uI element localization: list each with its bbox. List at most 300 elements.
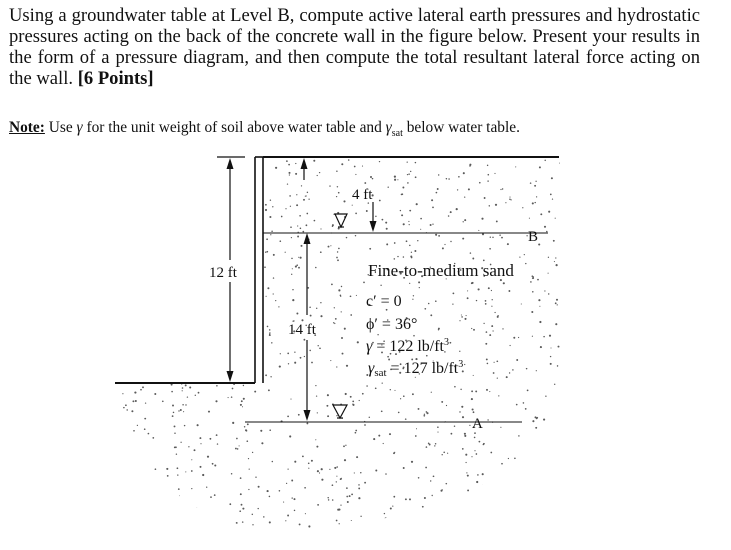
soil-dot: [307, 287, 309, 289]
soil-dot: [287, 183, 288, 184]
soil-dot: [252, 524, 253, 525]
soil-dot: [424, 414, 425, 415]
soil-dot: [176, 453, 177, 454]
soil-dot: [166, 468, 168, 470]
soil-dot: [216, 385, 218, 387]
soil-dot: [538, 243, 540, 245]
soil-dot: [287, 468, 288, 469]
soil-dot: [275, 300, 276, 301]
soil-dot: [268, 389, 270, 391]
soil-dot: [468, 188, 470, 190]
soil-dot: [139, 513, 141, 515]
soil-dot: [269, 429, 271, 431]
soil-dot: [539, 306, 540, 307]
soil-dot: [297, 236, 299, 238]
soil-dot: [540, 213, 542, 215]
soil-dot: [304, 487, 306, 489]
soil-dot: [408, 523, 410, 525]
soil-dot: [479, 495, 481, 497]
soil-dot: [303, 339, 305, 341]
cohesion-label: c′ = 0: [366, 293, 402, 310]
soil-dot: [269, 496, 271, 498]
soil-dot: [263, 516, 265, 518]
soil-dot: [539, 321, 541, 323]
soil-dot: [139, 456, 140, 457]
soil-dot: [133, 519, 134, 520]
soil-dot: [527, 390, 529, 392]
soil-dot: [336, 366, 337, 367]
soil-dot: [454, 425, 455, 426]
soil-dot: [269, 332, 271, 334]
unit-weight-label: γ = 122 $lb/ft^3$: [366, 337, 449, 355]
soil-dot: [385, 517, 387, 519]
soil-dot: [289, 174, 290, 175]
soil-dot: [285, 520, 286, 521]
soil-dot: [485, 303, 487, 305]
soil-dot: [426, 412, 428, 414]
soil-dot: [179, 509, 181, 511]
soil-dot: [337, 251, 338, 252]
soil-dot: [446, 405, 447, 406]
soil-dot: [212, 463, 214, 465]
soil-dot: [135, 450, 137, 452]
soil-dot: [273, 293, 274, 294]
soil-dot: [308, 525, 310, 527]
soil-dot: [355, 174, 356, 175]
soil-dot: [431, 392, 432, 393]
soil-dot: [500, 427, 501, 428]
soil-dot: [458, 176, 460, 178]
soil-dot: [291, 274, 292, 275]
soil-dot: [338, 248, 340, 250]
soil-dot: [426, 446, 428, 448]
soil-dot: [558, 346, 560, 348]
soil-dot: [471, 282, 473, 284]
soil-dot: [488, 287, 490, 289]
soil-dot: [217, 443, 218, 444]
soil-dot: [412, 393, 414, 395]
soil-dot: [331, 284, 333, 286]
soil-dot: [281, 216, 283, 218]
soil-dot: [448, 215, 450, 217]
soil-dot: [411, 257, 413, 259]
soil-dot: [491, 306, 492, 307]
soil-dot: [291, 258, 293, 260]
soil-dot: [464, 435, 466, 437]
soil-dot: [426, 355, 428, 357]
soil-dot: [382, 382, 383, 383]
soil-dot: [366, 385, 368, 387]
soil-dot: [340, 504, 341, 505]
soil-dot: [486, 331, 488, 333]
soil-dot: [521, 303, 522, 304]
soil-dot: [239, 445, 240, 446]
soil-dot: [278, 306, 279, 307]
soil-dot: [216, 434, 218, 436]
soil-dot: [518, 337, 519, 338]
soil-dot: [182, 404, 184, 406]
soil-dot: [553, 240, 555, 242]
soil-dot: [321, 468, 323, 470]
soil-dot: [314, 220, 316, 222]
soil-dot: [510, 491, 512, 493]
soil-dot: [430, 480, 431, 481]
soil-dot: [177, 474, 178, 475]
soil-dot: [513, 337, 515, 339]
soil-dot: [231, 473, 233, 475]
soil-dot: [290, 226, 292, 228]
soil-dot: [319, 472, 320, 473]
soil-dot: [462, 416, 464, 418]
soil-dot: [489, 248, 491, 250]
soil-dot: [185, 384, 187, 386]
soil-dot: [559, 415, 561, 417]
soil-dot: [367, 525, 369, 527]
soil-dot: [305, 513, 306, 514]
soil-dot: [394, 390, 395, 391]
soil-dot: [137, 425, 138, 426]
soil-dot: [307, 192, 308, 193]
soil-dot: [131, 410, 133, 412]
soil-dot: [532, 501, 534, 503]
water-table-symbol-a: [333, 405, 347, 418]
soil-dot: [139, 454, 141, 456]
soil-dot: [242, 406, 243, 407]
soil-dot: [316, 308, 317, 309]
soil-dot: [180, 516, 181, 517]
soil-dot: [184, 425, 185, 426]
soil-dot: [409, 224, 410, 225]
water-table-symbol-b: [335, 214, 347, 227]
soil-dot: [129, 464, 130, 465]
soil-dot: [296, 264, 298, 266]
soil-dot: [364, 482, 366, 484]
soil-dot: [471, 398, 473, 400]
soil-dot: [357, 341, 359, 343]
soil-dot: [500, 189, 501, 190]
soil-dot: [438, 329, 439, 330]
soil-dot: [452, 303, 453, 304]
soil-dot: [287, 515, 289, 517]
soil-dot: [407, 174, 408, 175]
soil-dot: [394, 176, 396, 178]
note-part-3: below water table.: [402, 119, 520, 136]
soil-dot: [428, 303, 430, 305]
soil-dot: [350, 295, 352, 297]
soil-dot: [475, 390, 477, 392]
soil-dot: [336, 466, 338, 468]
soil-dot: [174, 433, 175, 434]
soil-dot: [258, 486, 260, 488]
soil-dot: [424, 308, 426, 310]
gamma-symbol: γ: [76, 119, 83, 136]
soil-dot: [482, 473, 484, 475]
soil-dot: [185, 471, 186, 472]
soil-dot: [189, 386, 191, 388]
soil-dot: [177, 467, 179, 469]
soil-dot: [125, 434, 127, 436]
soil-dot: [243, 385, 244, 386]
soil-dot: [200, 443, 201, 444]
soil-dot: [526, 478, 528, 480]
soil-dot: [289, 435, 291, 437]
soil-dot: [311, 362, 313, 364]
soil-dot: [516, 359, 518, 361]
soil-dot: [491, 325, 493, 327]
soil-dot: [249, 469, 250, 470]
soil-dot: [467, 475, 469, 477]
soil-dot: [242, 508, 244, 510]
soil-dot: [486, 389, 488, 391]
soil-dot: [520, 518, 522, 520]
soil-dot: [437, 432, 438, 433]
soil-dot: [503, 282, 505, 284]
soil-dot: [148, 433, 150, 435]
soil-dot: [474, 450, 475, 451]
soil-dot: [382, 219, 384, 221]
soil-dot: [490, 452, 492, 454]
soil-dot: [180, 442, 181, 443]
soil-dot: [341, 529, 342, 530]
soil-dot: [452, 292, 454, 294]
soil-dot: [466, 315, 467, 316]
soil-dot: [330, 245, 331, 246]
soil-dot: [489, 205, 490, 206]
soil-dot: [547, 447, 548, 448]
soil-dot: [288, 164, 290, 166]
soil-dot: [338, 509, 340, 511]
soil-dot: [232, 388, 234, 390]
soil-dot: [492, 299, 493, 300]
soil-dot: [198, 512, 200, 514]
soil-dot: [411, 461, 413, 463]
soil-dot: [539, 514, 541, 516]
soil-dot: [295, 266, 297, 268]
soil-dot: [304, 356, 305, 357]
soil-dot: [336, 481, 337, 482]
soil-dot: [328, 499, 330, 501]
soil-dot: [481, 218, 483, 220]
soil-dot: [175, 446, 177, 448]
soil-dot: [332, 484, 334, 486]
soil-dot: [492, 330, 493, 331]
soil-dot: [415, 435, 417, 437]
soil-dot: [336, 520, 338, 522]
soil-dot: [418, 281, 420, 283]
soil-dot: [154, 477, 155, 478]
soil-dot: [515, 166, 516, 167]
soil-dot: [548, 464, 549, 465]
soil-dot: [461, 316, 463, 318]
soil-dot: [401, 214, 403, 216]
label-12ft: 12 ft: [209, 265, 237, 281]
soil-dot: [127, 432, 128, 433]
soil-dot: [272, 461, 274, 463]
soil-dot: [269, 216, 271, 218]
soil-dot: [532, 420, 534, 422]
soil-dot: [271, 342, 272, 343]
soil-dot: [321, 479, 323, 481]
soil-dot: [499, 234, 501, 236]
soil-dot: [343, 445, 345, 447]
soil-dot: [548, 293, 549, 294]
soil-dot: [243, 398, 245, 400]
soil-dot: [169, 510, 171, 512]
soil-dot: [336, 257, 338, 259]
soil-dot: [536, 418, 537, 419]
soil-dot: [524, 254, 525, 255]
soil-dot: [431, 199, 433, 201]
soil-dot: [247, 423, 249, 425]
soil-dot: [559, 163, 560, 164]
soil-dot: [417, 240, 418, 241]
soil-dot: [512, 369, 514, 371]
soil-dot: [329, 469, 330, 470]
soil-dot: [469, 165, 471, 167]
soil-dot: [182, 390, 183, 391]
soil-dot: [457, 189, 458, 190]
soil-dot: [300, 257, 302, 259]
soil-dot: [526, 368, 528, 370]
saturated-unit-weight-label: γsat = 127 $lb/ft^3$: [368, 359, 464, 379]
soil-dot: [191, 470, 193, 472]
soil-dot: [355, 430, 357, 432]
soil-dot: [350, 314, 352, 316]
soil-dot: [191, 488, 192, 489]
soil-dot: [142, 461, 144, 463]
soil-dot: [348, 159, 350, 161]
soil-dot: [439, 506, 440, 507]
soil-dot: [335, 318, 337, 320]
soil-dot: [202, 474, 204, 476]
soil-dot: [340, 478, 342, 480]
soil-dot: [484, 197, 486, 199]
soil-dot: [435, 443, 437, 445]
soil-dot: [294, 510, 296, 512]
soil-dot: [409, 498, 411, 500]
soil-dot: [341, 163, 343, 165]
soil-dot: [214, 494, 216, 496]
soil-dot: [476, 481, 478, 483]
soil-dot: [144, 428, 146, 430]
soil-dot: [539, 166, 541, 168]
soil-dot: [540, 346, 542, 348]
soil-dot: [432, 495, 433, 496]
soil-dot: [310, 315, 312, 317]
soil-dot: [140, 524, 141, 525]
soil-dot: [479, 441, 481, 443]
soil-dot: [429, 444, 431, 446]
soil-dot: [354, 472, 355, 473]
soil-dot: [291, 480, 293, 482]
soil-dot: [430, 224, 432, 226]
soil-dot: [463, 172, 465, 174]
note-part-1: Use: [44, 119, 77, 136]
soil-dot: [390, 507, 392, 509]
soil-dot: [485, 300, 487, 302]
soil-dot: [343, 200, 345, 202]
soil-dot: [454, 386, 456, 388]
soil-dot: [556, 387, 558, 389]
soil-dot: [438, 235, 440, 237]
soil-dot: [373, 438, 375, 440]
soil-dot: [294, 362, 296, 364]
soil-dot: [525, 263, 526, 264]
soil-dot: [297, 225, 298, 226]
soil-dot: [437, 426, 439, 428]
soil-dot: [132, 400, 134, 402]
soil-dot: [522, 207, 523, 208]
soil-dot: [509, 345, 510, 346]
soil-dot: [485, 343, 487, 345]
soil-dot: [379, 161, 380, 162]
soil-dot: [412, 299, 413, 300]
soil-dot: [489, 334, 491, 336]
label-14ft: 14 ft: [288, 322, 316, 338]
soil-dot: [455, 501, 457, 503]
soil-dot: [294, 352, 295, 353]
soil-dot: [120, 512, 122, 514]
soil-dot: [319, 172, 320, 173]
soil-dot: [474, 437, 476, 439]
soil-dot: [380, 285, 381, 286]
soil-dot: [122, 393, 123, 394]
soil-dot: [179, 495, 180, 496]
soil-dot: [405, 498, 407, 500]
soil-dot: [360, 472, 361, 473]
soil-dot: [287, 353, 289, 355]
label-4ft: 4 ft: [352, 187, 373, 203]
soil-dot: [285, 252, 286, 253]
soil-dot: [163, 518, 165, 520]
soil-dot: [236, 438, 238, 440]
soil-dot: [252, 452, 253, 453]
soil-dot: [320, 228, 321, 229]
soil-dot: [386, 243, 388, 245]
soil-dot: [240, 493, 242, 495]
soil-dot: [239, 510, 241, 512]
soil-dot: [265, 209, 267, 211]
soil-dot: [518, 435, 520, 437]
soil-dot: [125, 404, 127, 406]
soil-dot: [355, 213, 357, 215]
soil-dot: [286, 483, 287, 484]
soil-dot: [327, 415, 329, 417]
soil-dot: [172, 405, 174, 407]
soil-dot: [400, 398, 401, 399]
soil-dot: [298, 414, 300, 416]
soil-dot: [383, 443, 384, 444]
note-label: Note:: [9, 119, 45, 136]
soil-dot: [316, 395, 317, 396]
soil-dot: [288, 363, 289, 364]
soil-dot: [554, 384, 555, 385]
soil-dot: [363, 282, 365, 284]
soil-dot: [128, 476, 130, 478]
soil-dot: [506, 376, 508, 378]
soil-dot: [420, 229, 421, 230]
soil-dot: [174, 425, 176, 427]
soil-dot: [491, 290, 492, 291]
soil-dot: [144, 418, 146, 420]
soil-dot: [407, 161, 408, 162]
soil-dot: [489, 391, 490, 392]
soil-dot: [362, 166, 363, 167]
soil-dot: [349, 527, 351, 529]
soil-dot: [465, 462, 466, 463]
soil-dot: [464, 196, 465, 197]
soil-dot: [546, 437, 548, 439]
